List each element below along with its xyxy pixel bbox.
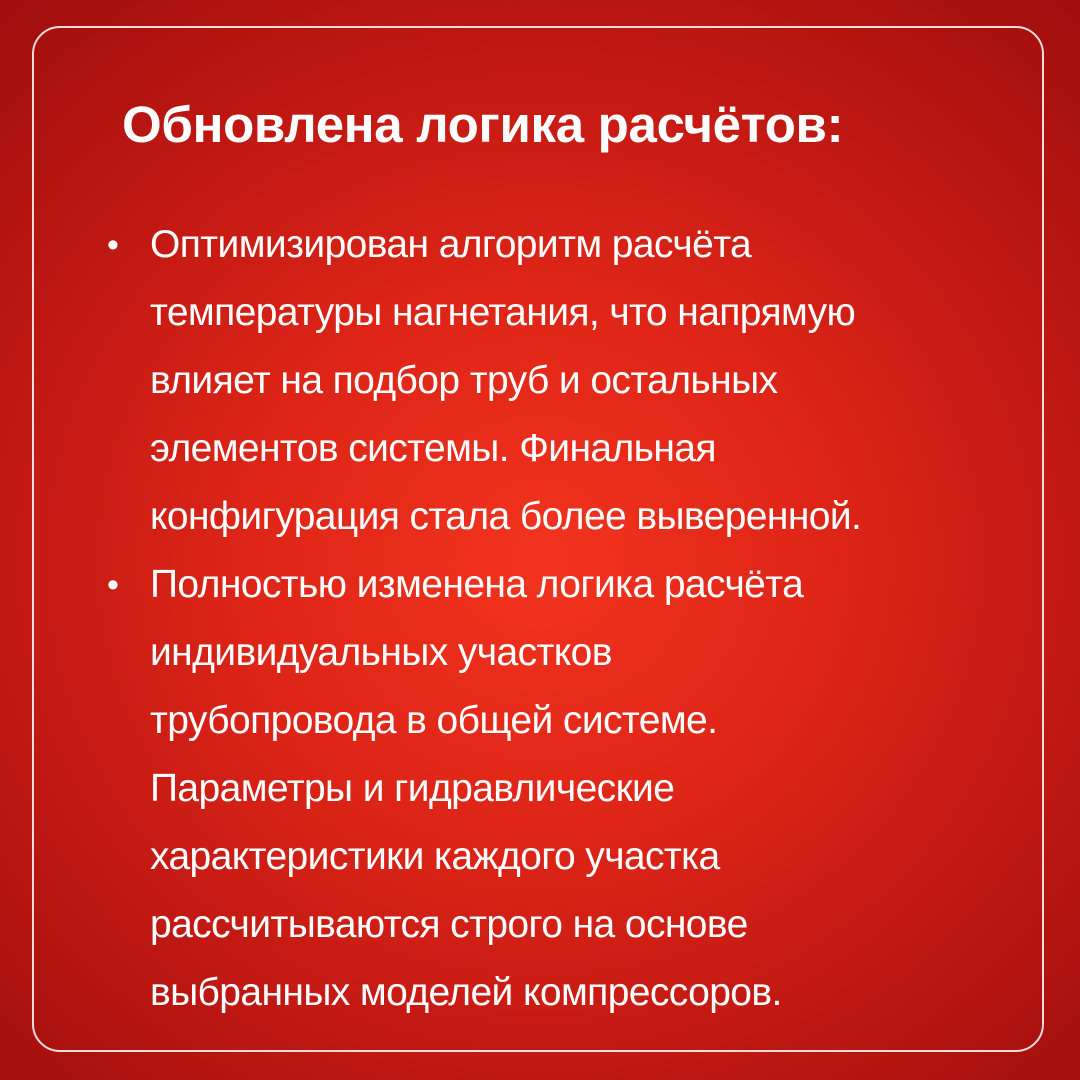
bullet-text-line: Полностью изменена логика расчёта [150,563,804,606]
bullet-text-line: трубопровода в общей системе. [150,699,718,742]
bullet-text-line: конфигурация стала более выверенной. [150,495,862,538]
bullet-text-line: характеристики каждого участка [150,835,720,878]
bullet-text-line: Параметры и гидравлические [150,767,675,810]
bullet-text-line: температуры нагнетания, что напрямую [150,291,856,334]
bullet-text-line: индивидуальных участков [150,631,612,674]
bullet-dot-icon: • [107,226,119,264]
page-title: Обновлена логика расчётов: [122,96,844,153]
bullet-text-line: Оптимизирован алгоритм расчёта [150,223,752,266]
bullet-text-line: рассчитываются строго на основе [150,903,748,946]
bullet-dot-icon: • [107,566,119,604]
bullet-text-line: элементов системы. Финальная [150,427,716,470]
bullet-text-line: выбранных моделей компрессоров. [150,971,782,1014]
bullet-text-line: влияет на подбор труб и остальных [150,359,778,402]
